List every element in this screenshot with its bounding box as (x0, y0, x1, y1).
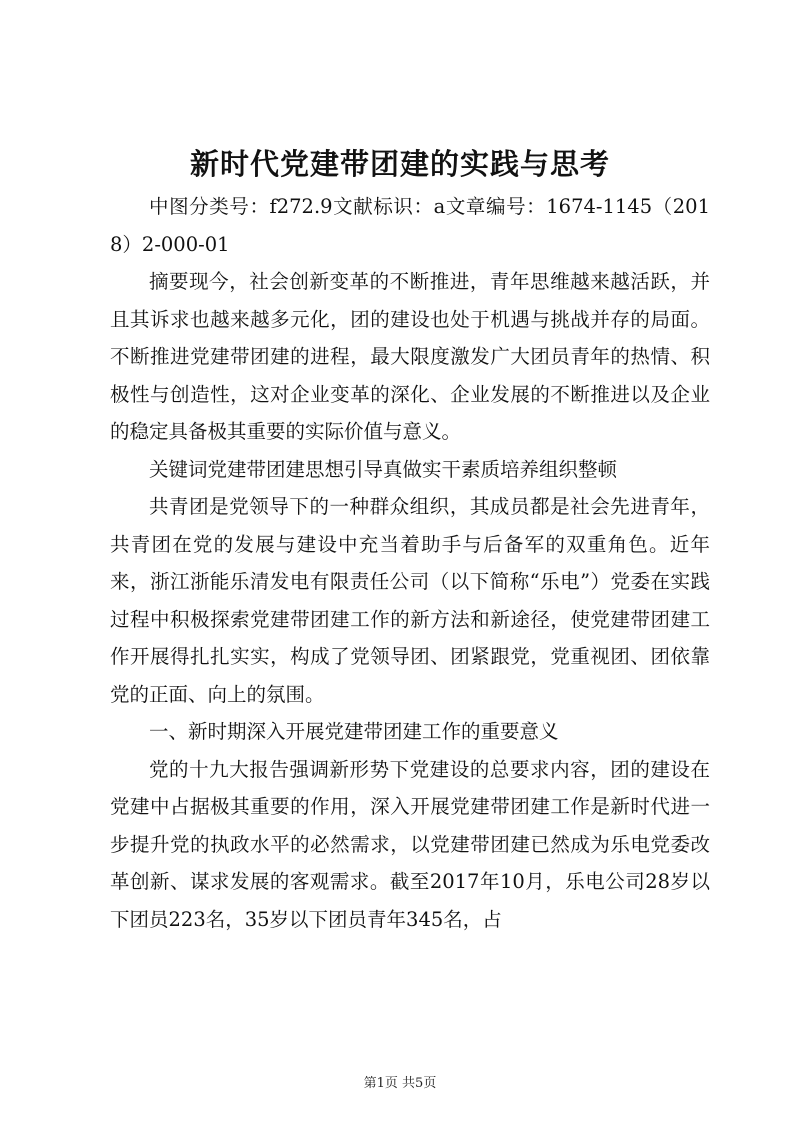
keywords-paragraph: 关键词党建带团建思想引导真做实干素质培养组织整顿 (149, 457, 618, 481)
introduction-paragraph: 共青团是党领导下的一种群众组织，其成员都是社会先进青年，共青团在党的发展与建设中充当着助手与后备军的双重角色。近年来，浙江浙能乐清发电有限责任公司（以下简称“乐电”）党委在实践过程中积极探索党建带团建工作的新方法和新途径，使党建带团建工作开展得扎扎实实，构成了党领导团、团紧跟党，党重视团、团依靠党的正面、向上的氛围。 (110, 495, 710, 706)
section-paragraph: 党的十九大报告强调新形势下党建设的总要求内容，团的建设在党建中占据极其重要的作用，深入开展党建带团建工作是新时代进一步提升党的执政水平的必然需求，以党建带团建已然成为乐电党委改革创新、谋求发展的客观需求。截至2017年10月，乐电公司28岁以下团员223名，35岁以下团员青年345名，占 (110, 757, 710, 931)
classification-paragraph: 中图分类号：f272.9文献标识：a文章编号：1674-1145（2018）2-000-01 (110, 195, 710, 256)
section-heading: 一、新时期深入开展党建带团建工作的重要意义 (149, 720, 559, 743)
abstract-paragraph: 摘要现今，社会创新变革的不断推进，青年思维越来越活跃，并且其诉求也越来越多元化，团的建设也处于机遇与挑战并存的局面。不断推进党建带团建的进程，最大限度激发广大团员青年的热情、积极性与创造性，这对企业变革的深化、企业发展的不断推进以及企业的稳定具备极其重要的实际价值与意义。 (110, 270, 710, 443)
document-title: 新时代党建带团建的实践与思考 (189, 147, 610, 181)
document-body (110, 188, 710, 938)
page-number: 第1页 共5页 (363, 1076, 437, 1091)
